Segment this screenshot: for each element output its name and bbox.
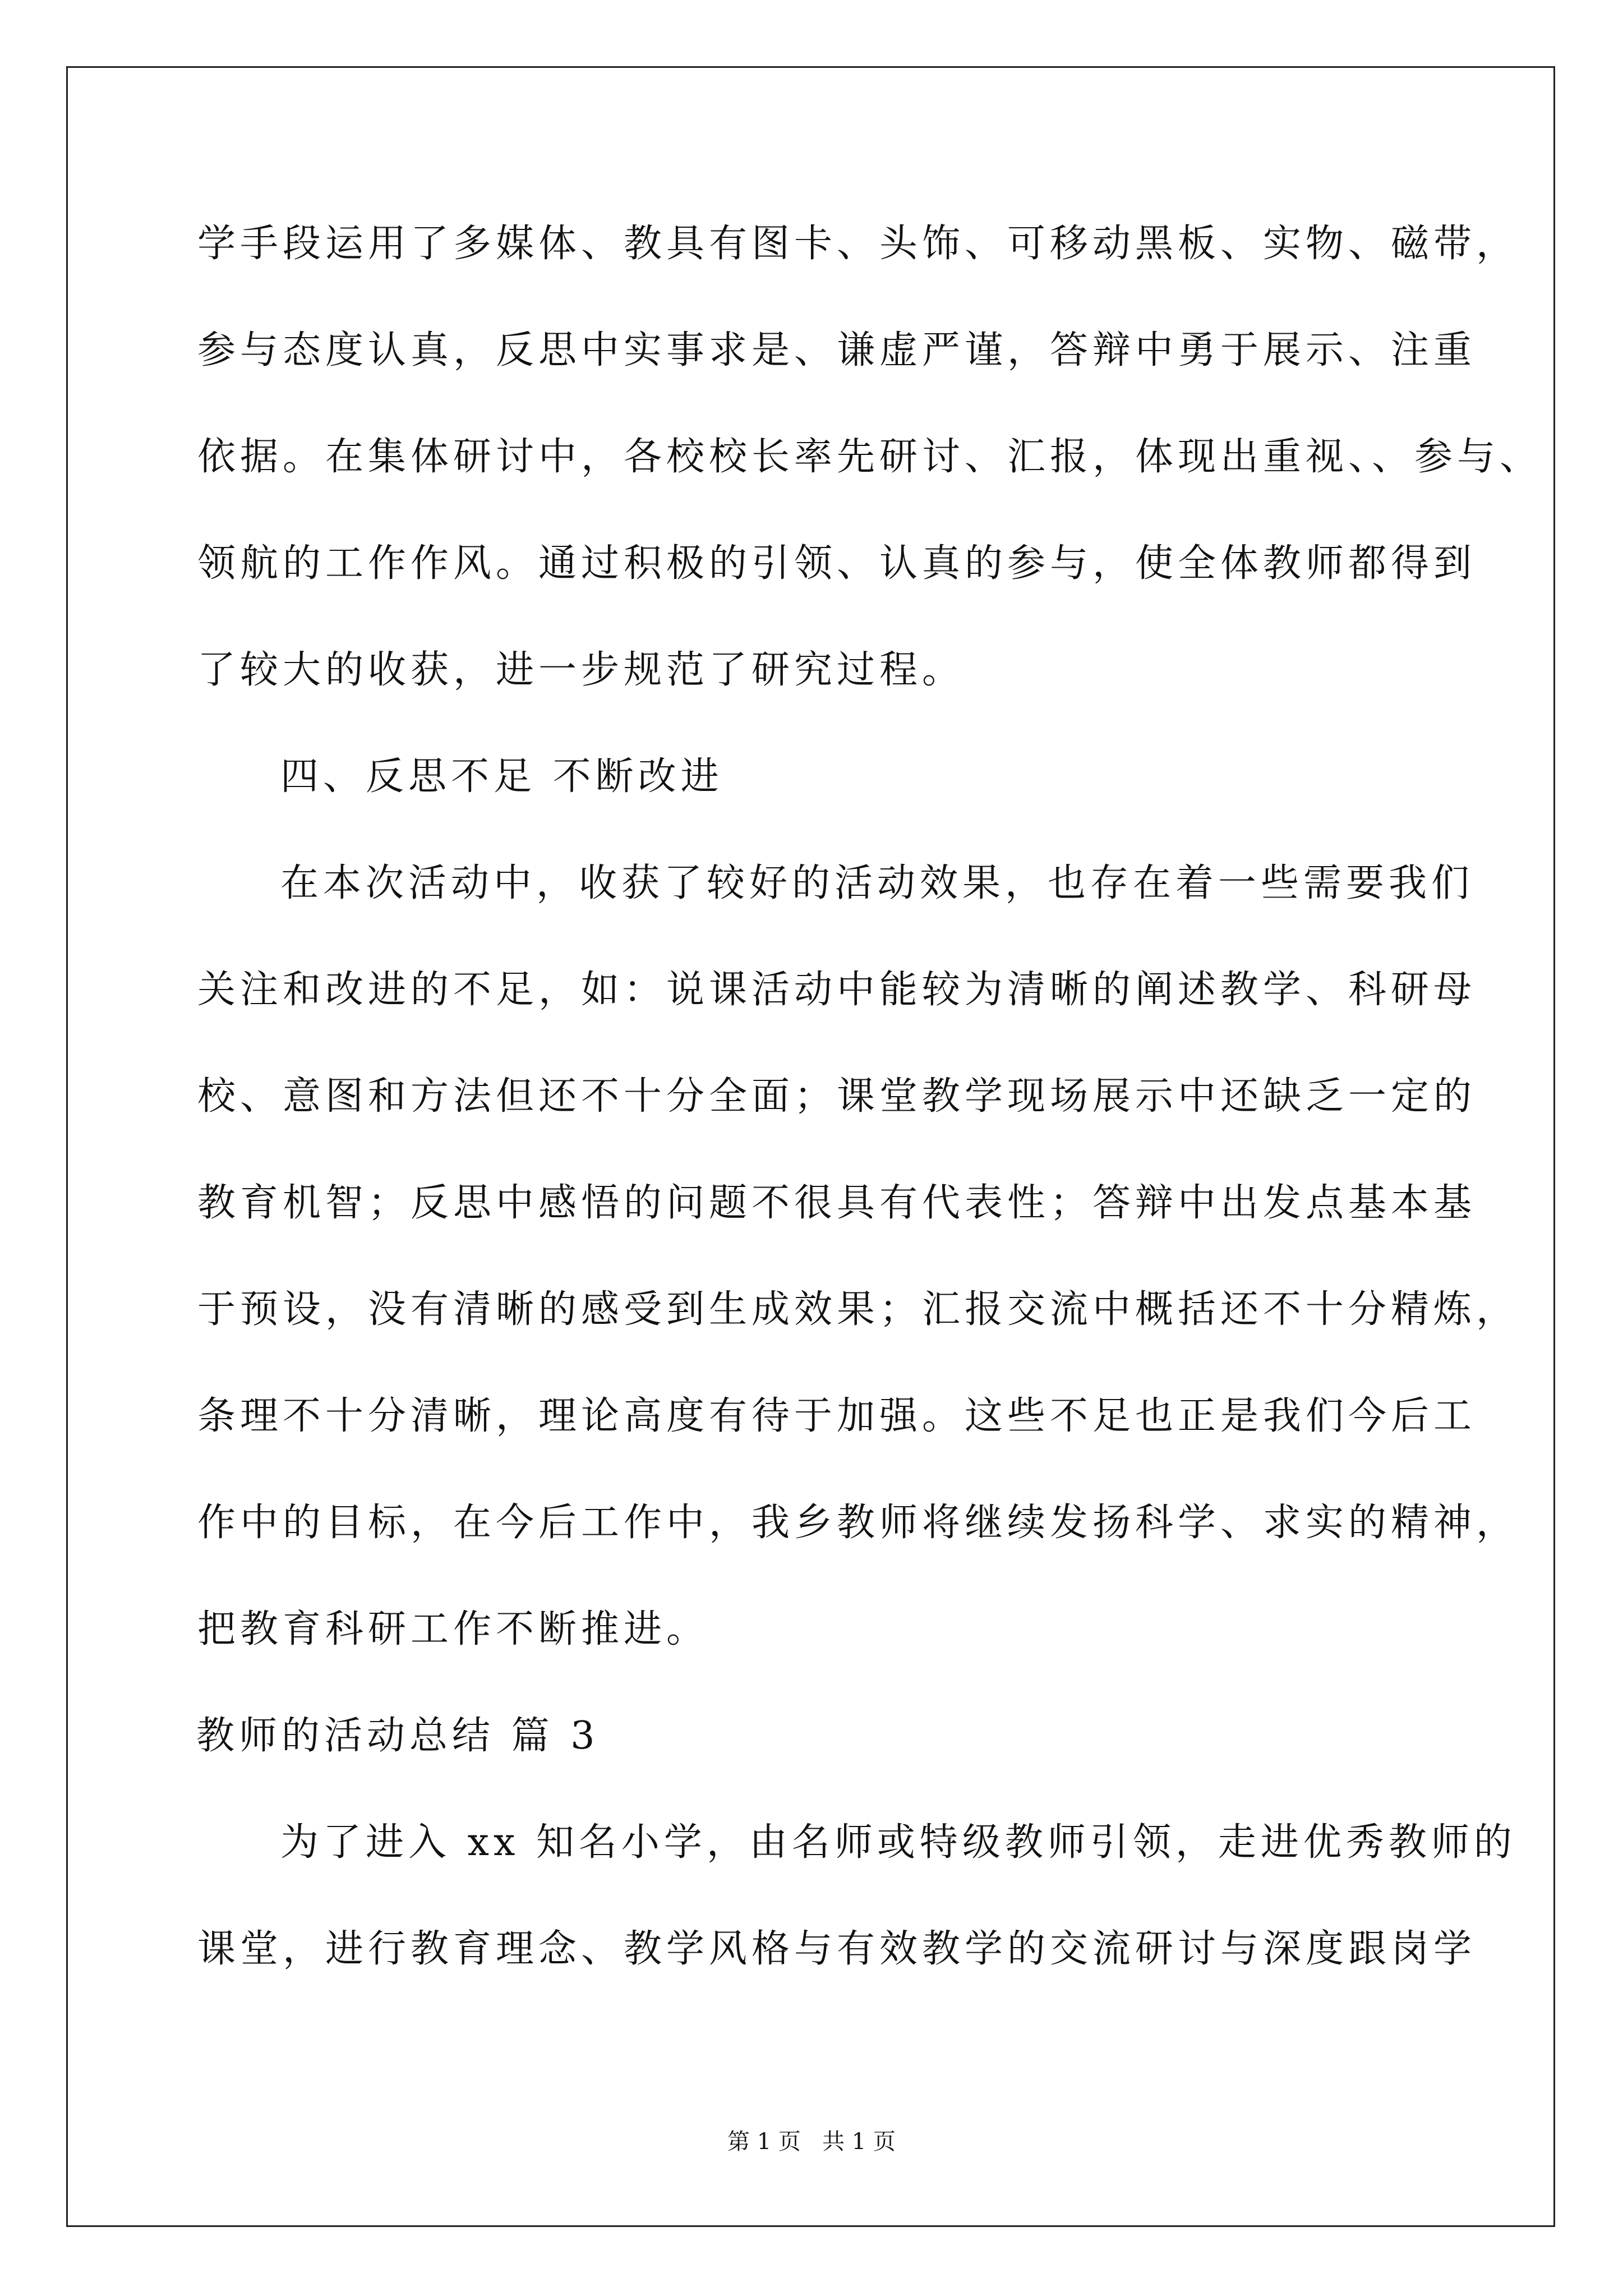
body-line: 课堂，进行教育理念、教学风格与有效教学的交流研讨与深度跟岗学 xyxy=(197,1927,1477,1971)
body-line: 于预设，没有清晰的感受到生成效果；汇报交流中概括还不十分精炼， xyxy=(197,1287,1519,1332)
document-body xyxy=(196,222,1543,2033)
section-heading: 四、反思不足 不断改进 xyxy=(280,754,723,799)
body-line: 条理不十分清晰，理论高度有待于加强。这些不足也正是我们今后工 xyxy=(197,1394,1477,1438)
body-line: 作中的目标，在今后工作中，我乡教师将继续发扬科学、求实的精神， xyxy=(197,1501,1519,1545)
body-line: 教育机智；反思中感悟的问题不很具有代表性；答辩中出发点基本基 xyxy=(197,1181,1477,1225)
body-line: 关注和改进的不足，如：说课活动中能较为清晰的阐述教学、科研母 xyxy=(197,968,1477,1012)
body-line: 校、意图和方法但还不十分全面；课堂教学现场展示中还缺乏一定的 xyxy=(197,1074,1477,1119)
page-footer: 第 1 页 共 1 页 xyxy=(727,2129,896,2155)
body-line: 了较大的收获，进一步规范了研究过程。 xyxy=(197,648,965,692)
body-line: 参与态度认真，反思中实事求是、谦虚严谨，答辩中勇于展示、注重 xyxy=(197,328,1477,372)
article-title: 教师的活动总结 篇 3 xyxy=(196,1714,600,1758)
body-line: 依据。在集体研讨中，各校校长率先研讨、汇报，体现出重视、、参与、 xyxy=(197,435,1543,479)
body-line: 把教育科研工作不断推进。 xyxy=(197,1607,709,1651)
body-line: 在本次活动中，收获了较好的活动效果，也存在着一些需要我们 xyxy=(280,861,1474,905)
body-line: 为了进入 xx 知名小学，由名师或特级教师引领，走进优秀教师的 xyxy=(280,1820,1516,1865)
body-line: 领航的工作作风。通过积极的引领、认真的参与，使全体教师都得到 xyxy=(197,541,1477,586)
body-line: 学手段运用了多媒体、教具有图卡、头饰、可移动黑板、实物、磁带， xyxy=(197,222,1519,266)
